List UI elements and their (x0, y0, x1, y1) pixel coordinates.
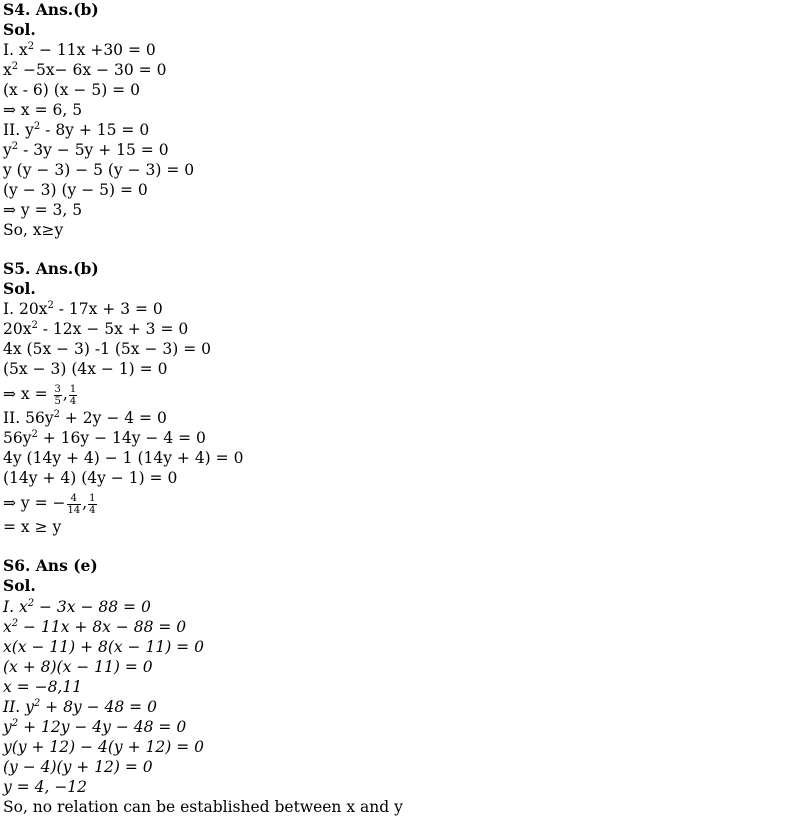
s6-line: x(x − 11) + 8(x − 11) = 0 (3, 638, 204, 656)
fraction: $\frac{1}{4}$ (89, 492, 96, 516)
s5-line: ⇒ y = − $\frac{4}{14}$ , $\frac{1}{4}$ (3, 492, 96, 516)
s6-heading: S6. Ans (e) (3, 556, 98, 575)
s4-line: (x - 6) (x − 5) = 0 (3, 81, 140, 99)
s5-line: 4x (5x − 3) -1 (5x − 3) = 0 (3, 340, 211, 358)
s5-sol-label: Sol. (3, 279, 36, 298)
fraction: $\frac{4}{14}$ (67, 492, 81, 516)
s4-line: $x^2 -5x- 6x - 30 = 0$ (3, 61, 167, 79)
s5-line: 4y (14y + 4) − 1 (14y + 4) = 0 (3, 449, 244, 467)
fraction: $\frac{1}{4}$ (69, 383, 77, 407)
s4-line: I. $x^2 - 11x +30 = 0$ (3, 41, 156, 59)
s4-sol-label: Sol. (3, 20, 36, 39)
s5-line: (14y + 4) (4y − 1) = 0 (3, 469, 178, 487)
s5-line: I. $20x^2 - 17x + 3 = 0$ (3, 300, 163, 318)
s6-line: (x + 8)(x − 11) = 0 (3, 658, 153, 676)
s4-line: ⇒ x = 6, 5 (3, 101, 83, 119)
s6-line: y = 4, −12 (3, 778, 88, 796)
s5-line: II. $56y^2 + 2y - 4 = 0$ (3, 409, 167, 427)
s4-heading: S4. Ans.(b) (3, 0, 99, 19)
fraction: $\frac{3}{5}$ (54, 383, 61, 407)
s5-heading: S5. Ans.(b) (3, 259, 99, 278)
s5-line: $56y^2 + 16y - 14y - 4 = 0$ (3, 429, 206, 447)
s5-line: (5x − 3) (4x − 1) = 0 (3, 360, 168, 378)
s5-conclusion: = x ≥ y (3, 518, 62, 536)
s4-line: y (y − 3) − 5 (y − 3) = 0 (3, 161, 195, 179)
s4-conclusion: So, x≥y (3, 221, 64, 239)
s6-line: $x^2 - 11x + 8x - 88 = 0$ (3, 618, 187, 636)
s6-line: II. $y^2 + 8y - 48 = 0$ (3, 698, 157, 716)
s6-line: I. $x^2 - 3x - 88 = 0$ (3, 598, 151, 616)
s6-line: (y − 4)(y + 12) = 0 (3, 758, 153, 776)
s4-line: II. $y^2 - 8y + 15 = 0$ (3, 121, 150, 139)
s6-conclusion: So, no relation can be established between x and y (3, 798, 403, 816)
s5-line: ⇒ x = $\frac{3}{5}$ , $\frac{1}{4}$ (3, 383, 77, 407)
s6-line: x = −8,11 (3, 678, 83, 696)
s6-line: y(y + 12) − 4(y + 12) = 0 (3, 738, 204, 756)
s6-line: $y^2 + 12y - 4y - 48 = 0$ (3, 718, 187, 736)
s6-sol-label: Sol. (3, 576, 36, 595)
s5-line: $20x^2 - 12x - 5x + 3 = 0$ (3, 320, 189, 338)
s4-line: $y^2 - 3y - 5y + 15 = 0$ (3, 141, 169, 159)
s4-line: ⇒ y = 3, 5 (3, 201, 83, 219)
s4-line: (y − 3) (y − 5) = 0 (3, 181, 148, 199)
